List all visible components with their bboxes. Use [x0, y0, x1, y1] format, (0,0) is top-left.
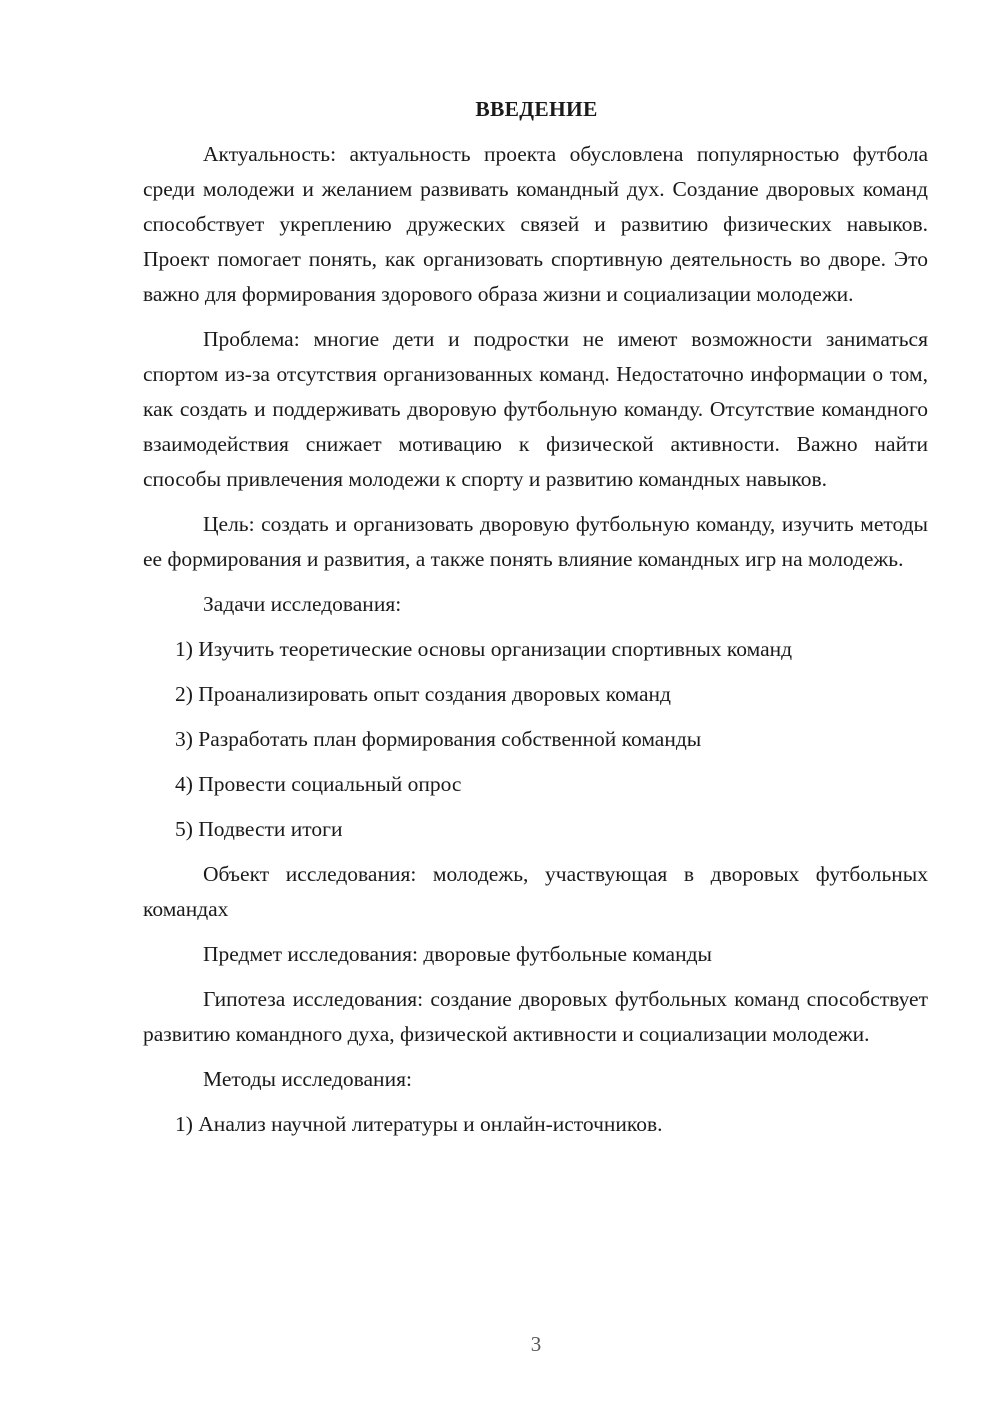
task-item-3: 3) Разработать план формирования собственной команды: [175, 727, 702, 751]
methods-heading: Методы исследования:: [203, 1067, 412, 1091]
task-item-2: 2) Проанализировать опыт создания дворовых команд: [175, 682, 671, 706]
task-item-4: 4) Провести социальный опрос: [175, 772, 462, 796]
task-item-1: 1) Изучить теоретические основы организации спортивных команд: [175, 637, 793, 661]
goal-paragraph: Цель: создать и организовать дворовую футбольную команду, изучить методы ее формирования и развития, а также понять влияние командных игр на молодежь.: [143, 512, 928, 571]
hypothesis-paragraph: Гипотеза исследования: создание дворовых футбольных команд способствует развитию командного духа, физической активности и социализации молодежи.: [143, 987, 928, 1046]
document-body: [143, 92, 928, 1152]
task-item-5: 5) Подвести итоги: [175, 817, 343, 841]
relevance-paragraph: Актуальность: актуальность проекта обусловлена популярностью футбола среди молодежи и желанием развивать командный дух. Создание дворовых команд способствует укреплению дружеских связей и развитию физических навыков. Проект помогает понять, как организовать спортивную деятельность во дворе. Это важно для формирования здорового образа жизни и социализации молодежи.: [143, 142, 928, 306]
method-item-1: 1) Анализ научной литературы и онлайн-источников.: [175, 1112, 663, 1136]
section-heading: ВВЕДЕНИЕ: [475, 97, 598, 121]
page-number: 3: [530, 1332, 542, 1356]
tasks-heading: Задачи исследования:: [203, 592, 402, 616]
problem-paragraph: Проблема: многие дети и подростки не имеют возможности заниматься спортом из-за отсутствия организованных команд. Недостаточно информации о том, как создать и поддерживать дворовую футбольную команду. Отсутствие командного взаимодействия снижает мотивацию к физической активности. Важно найти способы привлечения молодежи к спорту и развитию командных навыков.: [143, 327, 928, 491]
subject-paragraph: Предмет исследования: дворовые футбольные команды: [203, 942, 712, 966]
object-paragraph: Объект исследования: молодежь, участвующая в дворовых футбольных командах: [143, 862, 928, 921]
